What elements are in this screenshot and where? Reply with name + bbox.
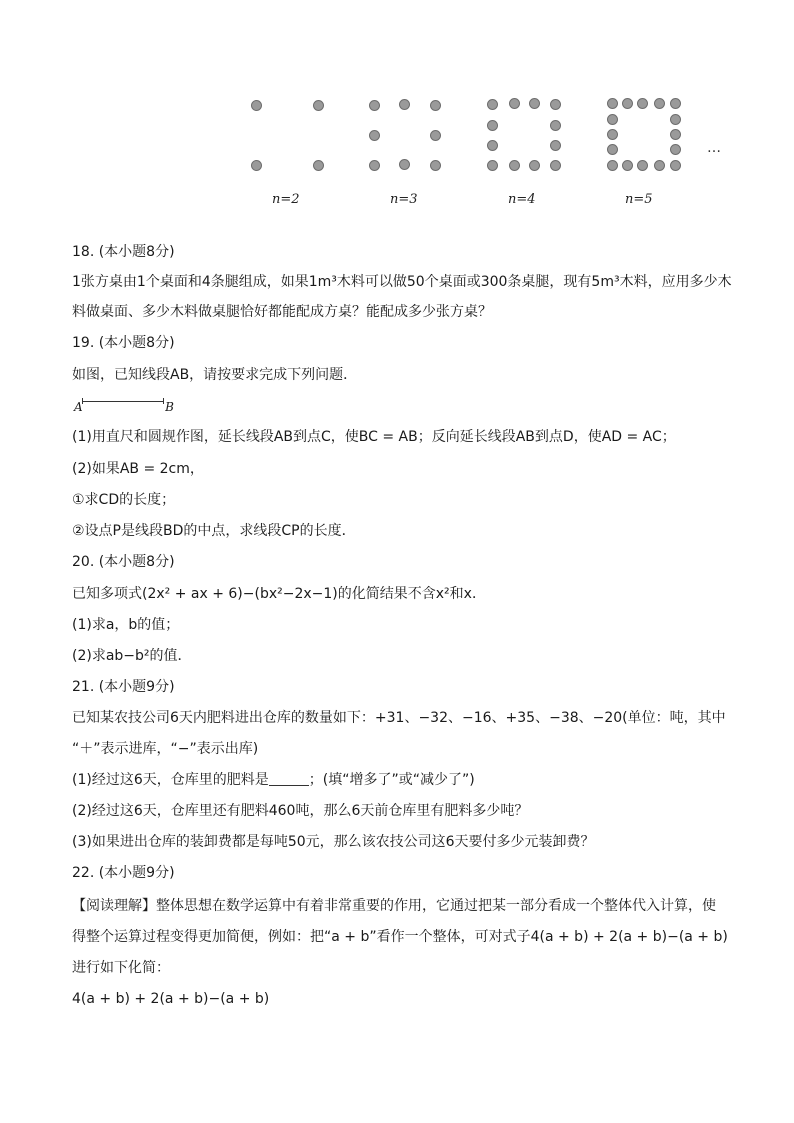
dot [487,140,498,151]
q22-text-line3: 进行如下化简： [72,960,170,976]
dot [399,99,410,110]
dot [509,160,520,171]
q21-part1 [72,770,475,790]
dot [430,130,441,141]
q22-text-line1: 【阅读理解】整体思想在数学运算中有着非常重要的作用，它通过把某一部分看成一个整体代入计算，使 [72,898,716,914]
dot [313,160,324,171]
q20-intro: 已知多项式(2x² + ax + 6)−(bx²−2x−1)的化简结果不含x²和x． [72,586,486,602]
dot [670,98,681,109]
dot [637,160,648,171]
dot [369,100,380,111]
q21-part1-suffix: ；(填“增多了”或“减少了”) [308,772,475,788]
dot [607,160,618,171]
q18-text-line1: 1张方桌由1个桌面和4条腿组成，如果1m³木料可以做50个桌面或300条桌腿，现有5m³木料，应用多少木 [72,274,732,290]
dot [529,160,540,171]
point-a-label: A [74,400,83,414]
q19-part2: (2)如果AB = 2cm， [72,461,204,477]
dot [550,160,561,171]
segment-ab-line [82,401,164,402]
dot [607,129,618,140]
dot [509,98,520,109]
q19-part2a: ①求CD的长度； [72,492,176,508]
dot [369,160,380,171]
q21-part3: (3)如果进出仓库的装卸费都是每吨50元，那么该农技公司这6天要付多少元装卸费？ [72,834,595,850]
dot [607,114,618,125]
q18-header: 18. (本小题8分) [72,244,175,260]
dot [550,140,561,151]
dot [622,98,633,109]
figure-ellipsis: … [707,140,721,156]
q19-header: 19. (本小题8分) [72,335,175,351]
dot [637,98,648,109]
dot [670,144,681,155]
q21-part2: (2)经过这6天，仓库里还有肥料460吨，那么6天前仓库里有肥料多少吨？ [72,803,529,819]
q20-header: 20. (本小题8分) [72,554,175,570]
q21-header: 21. (本小题9分) [72,679,175,695]
dot [654,160,665,171]
figure-label-n2: n=2 [272,192,300,207]
q21-text-line1: 已知某农技公司6天内肥料进出仓库的数量如下：+31、−32、−16、+35、−38、−20(单位：吨，其中 [72,710,726,726]
dot [369,130,380,141]
dot [670,129,681,140]
point-b-label: B [165,400,174,414]
figure-label-n3: n=3 [390,192,418,207]
dot [670,114,681,125]
figure-label-n4: n=4 [508,192,536,207]
dot [430,100,441,111]
dot [670,160,681,171]
dot [487,99,498,110]
q20-part1: (1)求a，b的值； [72,617,180,633]
dot [607,98,618,109]
q22-text-line2: 得整个运算过程变得更加简便，例如：把“a + b”看作一个整体，可对式子4(a + b) + 2(a + b)−(a + b) [72,929,728,945]
q20-part2: (2)求ab−b²的值． [72,648,192,664]
segment-ab-figure [74,398,174,416]
figure-label-n5: n=5 [625,192,653,207]
q19-intro: 如图，已知线段AB，请按要求完成下列问题． [72,367,358,383]
segment-tick-b [163,398,164,404]
dot [529,98,540,109]
dot [251,100,262,111]
q22-header: 22. (本小题9分) [72,865,175,881]
dot [487,160,498,171]
dot [251,160,262,171]
dot [622,160,633,171]
q18-text-line2: 料做桌面、多少木料做桌腿恰好都能配成方桌？能配成多少张方桌？ [72,304,492,320]
dot [654,98,665,109]
dot-pattern-figure [0,0,794,230]
dot [550,99,561,110]
dot [399,159,410,170]
q19-part2b: ②设点P是线段BD的中点，求线段CP的长度． [72,523,356,539]
q21-text-line2: “＋”表示进库，“−”表示出库) [72,741,259,757]
dot [607,144,618,155]
q19-part1: (1)用直尺和圆规作图，延长线段AB到点C，使BC = AB；反向延长线段AB到点D，使AD = AC； [72,429,676,445]
dot [550,120,561,131]
answer-blank[interactable] [269,771,309,786]
q22-expression: 4(a + b) + 2(a + b)−(a + b) [72,991,270,1007]
dot [313,100,324,111]
dot [430,160,441,171]
q21-part1-prefix: (1)经过这6天，仓库里的肥料是 [72,772,269,788]
dot [487,120,498,131]
